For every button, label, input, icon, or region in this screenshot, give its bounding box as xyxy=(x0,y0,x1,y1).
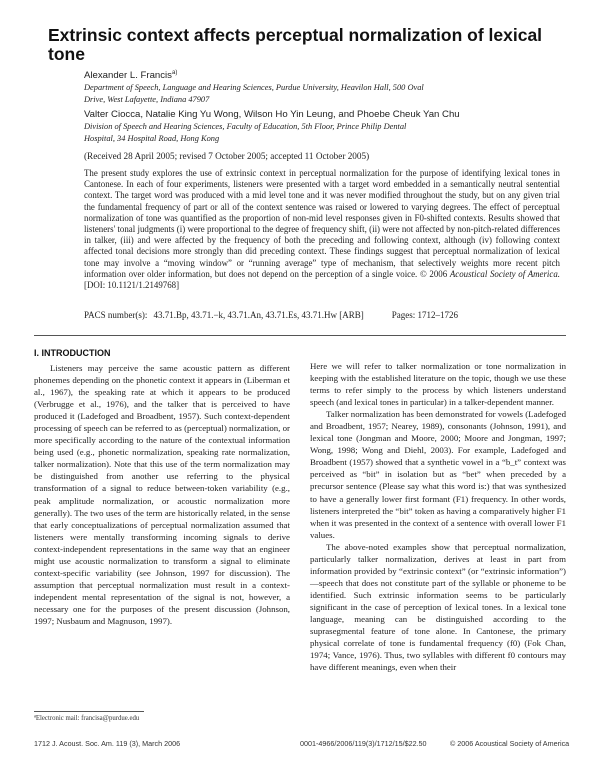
footer-journal: 1712 J. Acoust. Soc. Am. 119 (3), March 2006 xyxy=(34,739,181,748)
abstract-society: Acoustical Society of America. xyxy=(449,268,560,279)
right-paragraph-1: Here we will refer to talker normalization or tone normalization in keeping with the established literature on the topic, though we use these terms to refer simply to the process by which listeners understand speech (and lexical tones in particular) in a talker-dependent manner. xyxy=(310,361,566,408)
right-column xyxy=(310,360,566,673)
footnote-mark: a) xyxy=(171,70,178,76)
pacs-label: PACS number(s): xyxy=(84,310,148,320)
affiliation-2 xyxy=(84,121,504,144)
affiliation-1-line-1: Department of Speech, Language and Hearing Sciences, Purdue University, Heavilon Hall, 500 Oval xyxy=(84,83,424,92)
affiliation-1-line-2: Drive, West Lafayette, Indiana 47907 xyxy=(84,94,210,104)
page-range: Pages: 1712–1726 xyxy=(391,310,459,320)
affiliation-1 xyxy=(84,82,504,105)
section-heading: I. INTRODUCTION xyxy=(34,348,111,358)
author-line-1 xyxy=(84,70,560,81)
right-paragraph-3: The above-noted examples show that perceptual normalization, particularly talker normalization, derives at least in part from information provided by “extrinsic context” (or “extrinsic information”)—speech that does not constitute part of the syllable or phoneme to be identified. Such extrinsic information seems to be particularly significant in the case of perception of lexical tones. In a lexical tone language, meaning can be distinguished according to the suprasegmental feature of tone alone. In Cantonese, the primary physical correlate of tone is fundamental frequency (f0) (Fok Chan, 1974; Vance, 1976). Thus, two syllables with different f0 contours may have different meanings, even when their xyxy=(310,541,566,673)
footnote-divider xyxy=(34,711,144,712)
abstract-text: The present study explores the use of extrinsic context in perceptual normalization for the purpose of identifying lexical tones in Cantonese. In each of four experiments, listeners were presented with a target word embedded in a semantically neutral sentential context. The target word was produced with a mid level tone and it was never modified throughout the study, but on any given trial the fundamental frequency of part or all of the context sentence was raised or lowered to varying degrees. The effect of perceptual normalization of tone was quantified as the proportion of non-mid level responses given in F0-shifted contexts. Results showed that listeners' tonal judgments (i) were proportional to the degree of frequency shift, (ii) were not affected by non-pitch-related differences in talker, (iii) and were affected by the frequency of both the preceding and following context, although (iv) following context affected tonal decisions more strongly than did preceding context. These findings suggest that perceptual normalization of lexical tone may involve a “moving window” or “running average” type of mechanism, that selectively weights more recent pitch information over older information, but does not depend on the perception of a single voice. © 2006 xyxy=(84,168,560,279)
footer-issn: 0001-4966/2006/119(3)/1712/15/$22.50 xyxy=(300,739,427,748)
pacs-codes: 43.71.Bp, 43.71.−k, 43.71.An, 43.71.Es, 43.71.Hw [ARB] xyxy=(153,310,364,320)
paper-title: Extrinsic context affects perceptual normalization of lexical tone xyxy=(48,25,543,64)
abstract xyxy=(84,168,560,291)
abstract-doi: [DOI: 10.1121/1.2149768] xyxy=(84,280,180,291)
left-paragraph-1: Listeners may perceive the same acoustic pattern as different phonemes depending on the phonetic context it appears in (Liberman et al., 1967), the speaking rate at which it appears to be produced (Verbrugge et al., 1976), and the talker that is perceived to have produced it (Ladefoged and Broadbent, 1957). Such context-dependent processing of speech can be referred to as (perceptual) normalization, or more specifically according to the nature of the contextual information being used (e.g., phonetic normalization, speaking rate normalization, talker normalization). Note that this use of the term normalization may be distinguished from another use referring to the physical transformation of a signal to reduce between-token variability (e.g., peak amplitude normalization, or acoustic normalization more generally). The two uses of the term are historically related, in the sense that early conceptualizations of perceptual normalization assumed that listeners were mentally transforming incoming signals to derive context-independent representations in the same way that an engineer might use acoustic normalization to transform a signal to eliminate context-specific variability (see Johnson, 1997 for discussion). The assumption that perceptual normalization must result in a context-independent mental representation of the signal is not, however, a necessary one for the purposes of the present discussion (Johnson, 1997; Nusbaum and Magnuson, 1997). xyxy=(34,363,290,626)
received-dates: (Received 28 April 2005; revised 7 October 2005; accepted 11 October 2005) xyxy=(84,151,370,161)
right-paragraph-2: Talker normalization has been demonstrated for vowels (Ladefoged and Broadbent, 1957; Nearey, 1989), consonants (Johnson, 1991), and lexical tone (Jongman and Moore, 2000; Moore and Jongman, 1997; Wong, 1998; Wong and Diehl, 2003). For example, Ladefoged and Broadbent (1957) showed that a synthetic vowel in a “b_t” context was perceived as “bit” in isolation but as “bet” when preceded by a precursor sentence (Please say what this word is:) that was synthesized to have a generally lower first formant (F1) frequency. In other words, listeners interpreted the “bit” token as having a comparatively higher F1 when it was presented in the context of a sentence with overall lower F1 values. xyxy=(310,409,566,540)
pacs-line xyxy=(84,310,560,320)
author-line-2: Valter Ciocca, Natalie King Yu Wong, Wilson Ho Yin Leung, and Phoebe Cheuk Yan Chu xyxy=(84,109,460,120)
author-name: Alexander L. Francis xyxy=(84,70,172,82)
section-divider xyxy=(34,335,566,336)
footnote: ªElectronic mail: francisa@purdue.edu xyxy=(34,715,140,722)
affiliation-2-line-1: Division of Speech and Hearing Sciences, Faculty of Education, 5th Floor, Prince Philip Dental xyxy=(84,122,407,131)
left-column xyxy=(34,362,290,627)
footer-copyright: © 2006 Acoustical Society of America xyxy=(450,739,570,748)
affiliation-2-line-2: Hospital, 34 Hospital Road, Hong Kong xyxy=(84,133,220,143)
